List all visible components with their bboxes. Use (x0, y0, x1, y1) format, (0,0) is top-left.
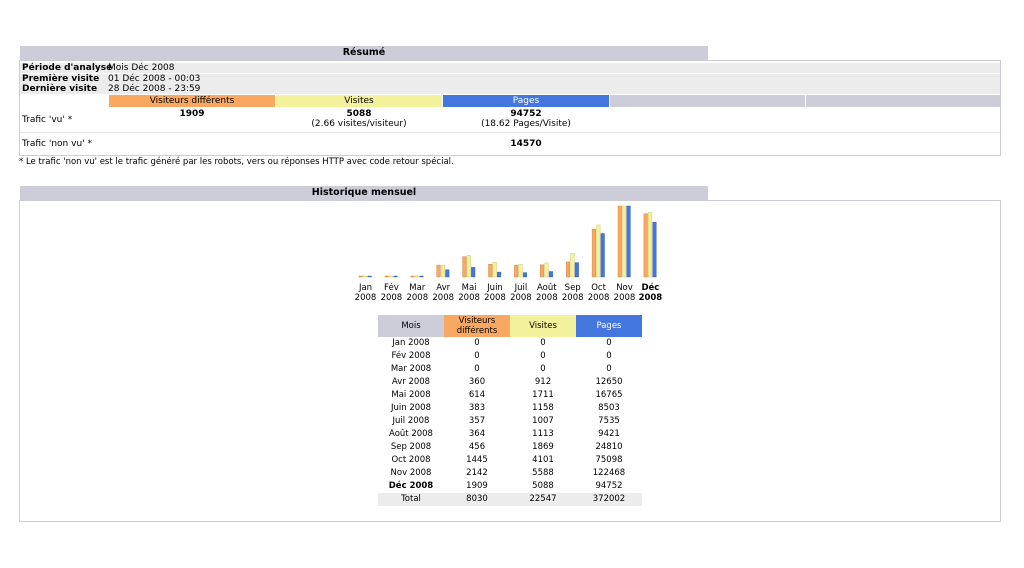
bar-visiteurs-4 (463, 257, 467, 277)
x-tick-year-11: 2008 (638, 293, 663, 303)
periode-row (20, 63, 1000, 73)
bar-visiteurs-11 (644, 214, 648, 277)
total-row (378, 493, 642, 506)
premiere-row (20, 74, 1000, 84)
th-mois: Mois (378, 315, 444, 337)
traffic-vu-pages-cell (443, 109, 609, 129)
x-tick-year-3: 2008 (432, 293, 455, 303)
month-row (378, 415, 642, 428)
bar-pages-10 (627, 206, 631, 277)
x-tick-month-9: Oct (591, 283, 606, 293)
month-visites: 1711 (532, 390, 554, 400)
bar-visiteurs-9 (592, 229, 596, 277)
traffic-vu-visites-sub: (2.66 visites/visiteur) (311, 119, 407, 129)
bar-visites-7 (545, 263, 549, 277)
th-visites: Visites (510, 315, 576, 337)
bar-visites-5 (493, 262, 497, 277)
traffic-vu-visites: 5088 (346, 109, 372, 119)
premiere-label: Première visite (22, 74, 100, 84)
total-visites: 22547 (529, 494, 557, 504)
resume-box (19, 60, 1001, 156)
month-pages: 0 (606, 338, 612, 348)
bar-visiteurs-6 (514, 265, 518, 277)
bar-pages-8 (575, 263, 579, 277)
derniere-row (20, 84, 1000, 94)
header-visiteurs: Visiteurs différents (109, 95, 275, 107)
total-pages: 372002 (592, 494, 626, 504)
monthly-table (378, 315, 642, 506)
traffic-non-vu-row (20, 134, 1000, 154)
month-label: Août 2008 (389, 429, 433, 439)
x-tick-year-1: 2008 (380, 293, 403, 303)
month-visites: 1113 (532, 429, 554, 439)
month-row (378, 376, 642, 389)
periode-value: Mois Déc 2008 (108, 63, 175, 73)
month-label: Juil 2008 (392, 416, 430, 426)
month-row (378, 480, 642, 493)
month-label: Oct 2008 (391, 455, 431, 465)
x-tick-month-6: Juil (514, 283, 528, 293)
bar-pages-7 (549, 272, 553, 278)
month-pages: 16765 (595, 390, 623, 400)
bar-pages-1 (394, 276, 398, 277)
traffic-non-vu-label: Trafic 'non vu' * (22, 139, 92, 149)
month-pages: 24810 (595, 442, 623, 452)
month-visiteurs: 357 (468, 416, 486, 426)
traffic-vu-visites-cell (276, 109, 442, 129)
x-tick-year-0: 2008 (354, 293, 377, 303)
month-visiteurs: 0 (474, 364, 480, 374)
month-visiteurs: 1909 (466, 481, 488, 491)
bar-visites-0 (363, 276, 367, 277)
month-label: Juin 2008 (391, 403, 431, 413)
bar-visiteurs-1 (385, 276, 389, 277)
derniere-label: Dernière visite (22, 84, 98, 94)
month-pages: 12650 (595, 377, 623, 387)
month-label: Mai 2008 (391, 390, 431, 400)
bar-visiteurs-5 (489, 264, 493, 277)
month-visiteurs: 360 (468, 377, 486, 387)
month-pages: 8503 (598, 403, 620, 413)
x-tick-month-2: Mar (409, 283, 426, 293)
month-visiteurs: 0 (474, 338, 480, 348)
bar-visites-6 (519, 264, 523, 277)
periode-label: Période d'analyse (22, 63, 113, 73)
month-label: Nov 2008 (390, 468, 432, 478)
x-tick-year-8: 2008 (561, 293, 584, 303)
month-pages: 0 (606, 364, 612, 374)
traffic-note: * Le trafic 'non vu' est le trafic généré par les robots, vers ou réponses HTTP avec code retour spécial. (19, 157, 454, 167)
traffic-vu-label: Trafic 'vu' * (22, 115, 73, 125)
header-visites: Visites (276, 95, 442, 107)
x-tick-month-10: Nov (616, 283, 633, 293)
x-tick-year-5: 2008 (484, 293, 506, 303)
bar-pages-2 (420, 276, 424, 277)
month-visites: 1158 (532, 403, 554, 413)
month-label: Avr 2008 (391, 377, 431, 387)
month-visites: 5588 (532, 468, 554, 478)
traffic-non-vu-pages: 14570 (510, 139, 542, 149)
x-tick-year-7: 2008 (535, 293, 558, 303)
month-visites: 4101 (532, 455, 554, 465)
bar-visites-10 (622, 206, 626, 277)
bar-visites-9 (597, 225, 601, 277)
x-tick-year-9: 2008 (587, 293, 610, 303)
traffic-vu-pages-sub: (18.62 Pages/Visite) (481, 119, 571, 129)
x-tick-month-11: Déc (641, 283, 660, 293)
month-visiteurs: 383 (468, 403, 486, 413)
x-tick-year-2: 2008 (406, 293, 429, 303)
x-tick-year-6: 2008 (510, 293, 532, 303)
header-empty-2 (806, 95, 1000, 107)
header-empty-1 (610, 95, 805, 107)
month-row (378, 467, 642, 480)
month-pages: 9421 (598, 429, 620, 439)
month-row (378, 363, 642, 376)
traffic-vu-pages: 94752 (510, 109, 542, 119)
monthly-table-header (378, 315, 642, 337)
x-tick-month-5: Juin (487, 283, 503, 293)
bar-visites-4 (467, 255, 471, 277)
x-tick-month-3: Avr (436, 283, 451, 293)
month-row (378, 402, 642, 415)
month-label: Fév 2008 (391, 351, 431, 361)
bar-visites-3 (441, 265, 445, 277)
historique-title: Historique mensuel (20, 186, 708, 200)
month-visites: 0 (540, 364, 546, 374)
month-visiteurs: 614 (468, 390, 486, 400)
month-row (378, 337, 642, 350)
month-pages: 122468 (592, 468, 626, 478)
month-visites: 0 (540, 338, 546, 348)
month-visiteurs: 456 (468, 442, 486, 452)
bar-visites-8 (571, 253, 575, 277)
bar-pages-3 (446, 270, 450, 277)
bar-visites-2 (415, 276, 419, 277)
month-visites: 5088 (532, 481, 554, 491)
month-row (378, 441, 642, 454)
bar-pages-6 (523, 273, 527, 277)
month-pages: 0 (606, 351, 612, 361)
th-visiteurs: Visiteurs différents (444, 315, 510, 337)
bar-pages-9 (601, 234, 605, 278)
month-row (378, 454, 642, 467)
month-pages: 75098 (595, 455, 623, 465)
month-visites: 912 (534, 377, 552, 387)
total-visiteurs: 8030 (466, 494, 488, 504)
month-label: Jan 2008 (392, 338, 430, 348)
bar-visites-1 (389, 276, 393, 277)
month-label: Sep 2008 (390, 442, 432, 452)
x-tick-year-10: 2008 (613, 293, 636, 303)
resume-header-row (20, 95, 1000, 107)
month-pages: 94752 (595, 481, 623, 491)
month-visiteurs: 2142 (466, 468, 488, 478)
x-tick-month-1: Fév (384, 283, 399, 293)
bar-pages-0 (368, 276, 372, 277)
month-visiteurs: 364 (468, 429, 486, 439)
premiere-value: 01 Déc 2008 - 00:03 (108, 74, 201, 84)
bar-visiteurs-3 (437, 265, 441, 277)
x-tick-year-4: 2008 (458, 293, 480, 303)
derniere-value: 28 Déc 2008 - 23:59 (108, 84, 201, 94)
month-label: Mar 2008 (390, 364, 432, 374)
monthly-bar-chart (350, 200, 680, 306)
x-tick-month-8: Sep (564, 283, 581, 293)
bar-visiteurs-10 (618, 206, 622, 277)
bar-pages-4 (471, 267, 475, 277)
month-row (378, 428, 642, 441)
traffic-vu-row (20, 108, 1000, 133)
month-row (378, 350, 642, 363)
bar-visiteurs-2 (411, 276, 415, 277)
bar-visiteurs-7 (540, 265, 544, 277)
bar-visiteurs-0 (359, 276, 363, 277)
month-visiteurs: 1445 (466, 455, 488, 465)
month-pages: 7535 (598, 416, 620, 426)
th-pages: Pages (576, 315, 642, 337)
month-visites: 1007 (532, 416, 554, 426)
bar-pages-11 (653, 222, 657, 277)
month-label: Déc 2008 (388, 481, 434, 491)
x-tick-month-0: Jan (358, 283, 373, 293)
month-visites: 0 (540, 351, 546, 361)
total-label: Total (401, 494, 421, 504)
month-visiteurs: 0 (474, 351, 480, 361)
bar-visites-11 (648, 212, 652, 277)
x-tick-month-7: Août (537, 283, 557, 293)
bar-visiteurs-8 (566, 262, 570, 277)
traffic-vu-visiteurs: 1909 (179, 109, 205, 119)
x-tick-month-4: Mai (461, 283, 477, 293)
bar-pages-5 (497, 272, 501, 277)
month-visites: 1869 (532, 442, 554, 452)
header-pages: Pages (443, 95, 609, 107)
month-row (378, 389, 642, 402)
resume-title: Résumé (20, 46, 708, 60)
